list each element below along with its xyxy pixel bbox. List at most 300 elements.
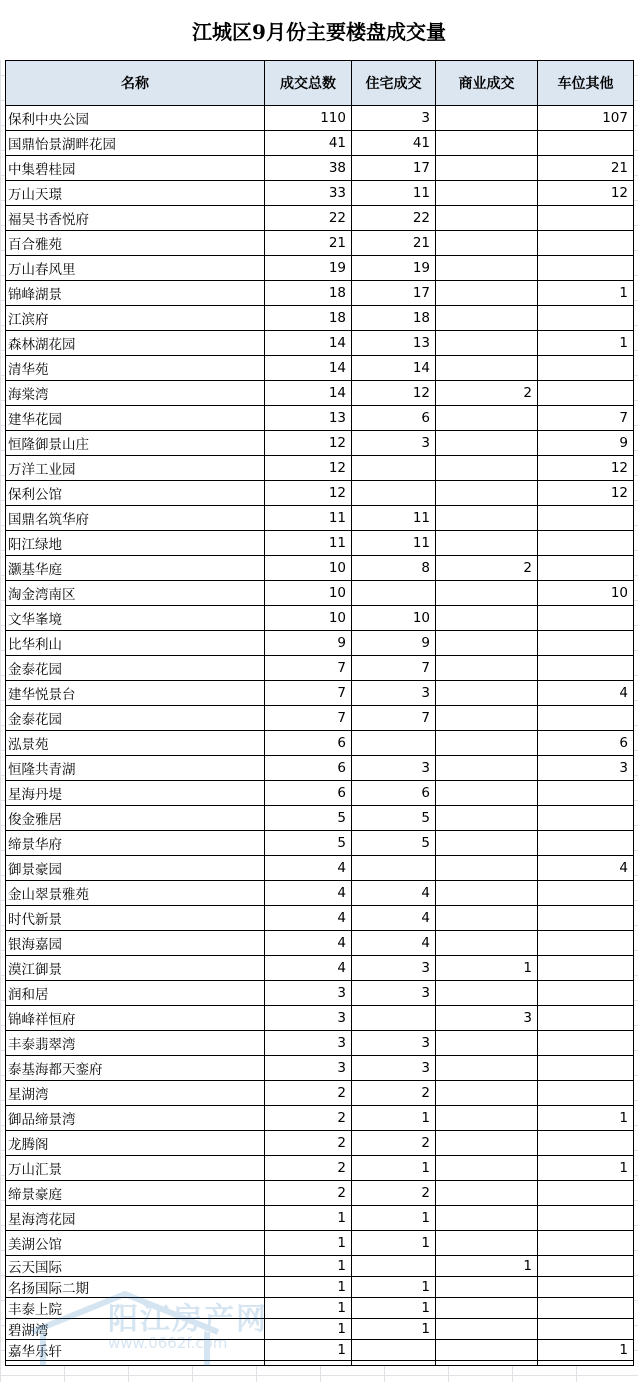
table-row xyxy=(6,981,634,1006)
table-row xyxy=(6,606,634,631)
cell-commercial[interactable] xyxy=(436,1181,538,1206)
cell-name[interactable]: 云天国际 xyxy=(6,1256,265,1277)
cell-total[interactable]: 3 xyxy=(265,1006,352,1031)
cell-name[interactable]: 名扬国际二期 xyxy=(6,1277,265,1298)
cell-name[interactable]: 阳江绿地 xyxy=(6,531,265,556)
cell-residential[interactable]: 14 xyxy=(352,356,436,381)
table-row xyxy=(6,1206,634,1231)
cell-commercial[interactable] xyxy=(436,356,538,381)
cell-total[interactable]: 4 xyxy=(265,906,352,931)
cell-residential[interactable]: 9 xyxy=(352,631,436,656)
cell-commercial[interactable] xyxy=(436,1319,538,1340)
cell-total[interactable]: 1 xyxy=(265,1231,352,1256)
cell-total[interactable]: 2 xyxy=(265,1081,352,1106)
cell-residential[interactable]: 7 xyxy=(352,706,436,731)
cell-parking-other[interactable]: 1 xyxy=(538,1340,634,1361)
cell-total[interactable]: 3 xyxy=(265,1056,352,1081)
cell-total[interactable]: 3 xyxy=(265,1031,352,1056)
table-row xyxy=(6,206,634,231)
cell-residential[interactable]: 41 xyxy=(352,131,436,156)
cell-parking-other[interactable] xyxy=(538,1031,634,1056)
cell-parking-other[interactable]: 21 xyxy=(538,156,634,181)
cell-residential[interactable]: 1 xyxy=(352,1231,436,1256)
cell-parking-other[interactable]: 4 xyxy=(538,681,634,706)
cell-total[interactable]: 11 xyxy=(265,531,352,556)
cell-name[interactable]: 万山春风里 xyxy=(6,256,265,281)
cell-parking-other[interactable] xyxy=(538,381,634,406)
cell-total[interactable]: 19 xyxy=(265,256,352,281)
cell-total[interactable]: 2 xyxy=(265,1106,352,1131)
cell-total[interactable]: 4 xyxy=(265,931,352,956)
cell-parking-other[interactable] xyxy=(538,206,634,231)
table-row xyxy=(6,131,634,156)
cell-name[interactable]: 清华苑 xyxy=(6,356,265,381)
cell-residential[interactable] xyxy=(352,1340,436,1361)
table-row xyxy=(6,356,634,381)
cell-residential[interactable] xyxy=(352,731,436,756)
cell-commercial[interactable] xyxy=(436,281,538,306)
cell-parking-other[interactable] xyxy=(538,981,634,1006)
cell-parking-other[interactable] xyxy=(538,1181,634,1206)
cell-commercial[interactable] xyxy=(436,606,538,631)
cell-commercial[interactable] xyxy=(436,1031,538,1056)
cell-residential[interactable]: 4 xyxy=(352,881,436,906)
table-row xyxy=(6,556,634,581)
cell-residential[interactable]: 3 xyxy=(352,681,436,706)
cell-commercial[interactable] xyxy=(436,531,538,556)
cell-parking-other[interactable] xyxy=(538,506,634,531)
cell-name[interactable]: 保利中央公园 xyxy=(6,106,265,131)
cell-total[interactable]: 1 xyxy=(265,1256,352,1277)
cell-commercial[interactable] xyxy=(436,981,538,1006)
transactions-table xyxy=(5,60,634,1366)
cell-total[interactable]: 7 xyxy=(265,706,352,731)
cell-total[interactable]: 5 xyxy=(265,831,352,856)
cell-name[interactable]: 福昊书香悦府 xyxy=(6,206,265,231)
cell-commercial[interactable] xyxy=(436,456,538,481)
cell-commercial[interactable] xyxy=(436,1340,538,1361)
cell-total[interactable]: 21 xyxy=(265,231,352,256)
cell-commercial[interactable] xyxy=(436,781,538,806)
cell-name[interactable]: 万山天璟 xyxy=(6,181,265,206)
cell-residential[interactable]: 3 xyxy=(352,431,436,456)
cell-total[interactable]: 6 xyxy=(265,731,352,756)
cell-name[interactable]: 星海丹堤 xyxy=(6,781,265,806)
cell-parking-other[interactable] xyxy=(538,806,634,831)
cell-total[interactable]: 4 xyxy=(265,956,352,981)
cell-commercial[interactable] xyxy=(436,831,538,856)
cell-residential[interactable]: 1 xyxy=(352,1277,436,1298)
cell-commercial[interactable] xyxy=(436,931,538,956)
cell-residential[interactable] xyxy=(352,856,436,881)
table-row xyxy=(6,1081,634,1106)
cell-residential[interactable] xyxy=(352,1256,436,1277)
cell-commercial[interactable] xyxy=(436,1056,538,1081)
cell-commercial[interactable] xyxy=(436,131,538,156)
cell-name[interactable]: 中集碧桂园 xyxy=(6,156,265,181)
cell-total[interactable]: 13 xyxy=(265,406,352,431)
cell-name[interactable]: 建华悦景台 xyxy=(6,681,265,706)
cell-total[interactable]: 2 xyxy=(265,1131,352,1156)
cell-name[interactable]: 星海湾花园 xyxy=(6,1206,265,1231)
cell-residential[interactable]: 5 xyxy=(352,806,436,831)
cell-name[interactable]: 碧湖湾 xyxy=(6,1319,265,1340)
empty-cell xyxy=(265,1361,352,1366)
cell-parking-other[interactable]: 6 xyxy=(538,731,634,756)
cell-residential[interactable]: 3 xyxy=(352,106,436,131)
cell-total[interactable]: 5 xyxy=(265,806,352,831)
cell-commercial[interactable] xyxy=(436,581,538,606)
cell-parking-other[interactable] xyxy=(538,1256,634,1277)
cell-residential[interactable]: 17 xyxy=(352,156,436,181)
cell-parking-other[interactable] xyxy=(538,956,634,981)
cell-residential[interactable]: 11 xyxy=(352,531,436,556)
cell-total[interactable]: 4 xyxy=(265,881,352,906)
cell-name[interactable]: 金山翠景雅苑 xyxy=(6,881,265,906)
cell-residential[interactable]: 4 xyxy=(352,906,436,931)
cell-name[interactable]: 金泰花园 xyxy=(6,656,265,681)
cell-residential[interactable]: 11 xyxy=(352,181,436,206)
cell-parking-other[interactable] xyxy=(538,231,634,256)
cell-name[interactable]: 海棠湾 xyxy=(6,381,265,406)
cell-parking-other[interactable]: 12 xyxy=(538,481,634,506)
cell-total[interactable]: 1 xyxy=(265,1206,352,1231)
cell-parking-other[interactable] xyxy=(538,931,634,956)
cell-parking-other[interactable] xyxy=(538,906,634,931)
cell-residential[interactable] xyxy=(352,481,436,506)
cell-parking-other[interactable] xyxy=(538,356,634,381)
cell-residential[interactable]: 10 xyxy=(352,606,436,631)
cell-commercial[interactable] xyxy=(436,231,538,256)
cell-name[interactable]: 俊金雅居 xyxy=(6,806,265,831)
cell-total[interactable]: 4 xyxy=(265,856,352,881)
cell-parking-other[interactable] xyxy=(538,1277,634,1298)
cell-total[interactable]: 9 xyxy=(265,631,352,656)
column-header-parking-other[interactable]: 车位其他 xyxy=(538,61,634,106)
table-row xyxy=(6,406,634,431)
table-row xyxy=(6,1256,634,1277)
column-header-residential[interactable]: 住宅成交 xyxy=(352,61,436,106)
cell-name[interactable]: 恒隆御景山庄 xyxy=(6,431,265,456)
cell-name[interactable]: 比华利山 xyxy=(6,631,265,656)
cell-name[interactable]: 江滨府 xyxy=(6,306,265,331)
cell-total[interactable]: 2 xyxy=(265,1156,352,1181)
cell-parking-other[interactable] xyxy=(538,781,634,806)
table-row xyxy=(6,456,634,481)
cell-total[interactable]: 14 xyxy=(265,381,352,406)
cell-residential[interactable]: 3 xyxy=(352,956,436,981)
cell-parking-other[interactable] xyxy=(538,706,634,731)
cell-residential[interactable]: 3 xyxy=(352,1031,436,1056)
cell-parking-other[interactable] xyxy=(538,1081,634,1106)
cell-parking-other[interactable] xyxy=(538,1006,634,1031)
cell-total[interactable]: 11 xyxy=(265,506,352,531)
cell-name[interactable]: 建华花园 xyxy=(6,406,265,431)
cell-parking-other[interactable] xyxy=(538,656,634,681)
cell-commercial[interactable] xyxy=(436,331,538,356)
cell-name[interactable]: 星湖湾 xyxy=(6,1081,265,1106)
cell-residential[interactable]: 8 xyxy=(352,556,436,581)
cell-name[interactable]: 锦峰祥恒府 xyxy=(6,1006,265,1031)
cell-total[interactable]: 6 xyxy=(265,756,352,781)
cell-name[interactable]: 万洋工业园 xyxy=(6,456,265,481)
cell-parking-other[interactable] xyxy=(538,1319,634,1340)
cell-total[interactable]: 10 xyxy=(265,556,352,581)
cell-residential[interactable]: 18 xyxy=(352,306,436,331)
table-row xyxy=(6,1298,634,1319)
cell-residential[interactable] xyxy=(352,456,436,481)
cell-commercial[interactable]: 1 xyxy=(436,956,538,981)
cell-name[interactable]: 百合雅苑 xyxy=(6,231,265,256)
cell-name[interactable]: 泰基海都天銮府 xyxy=(6,1056,265,1081)
cell-commercial[interactable] xyxy=(436,856,538,881)
cell-commercial[interactable] xyxy=(436,1106,538,1131)
cell-residential[interactable]: 4 xyxy=(352,931,436,956)
cell-total[interactable]: 41 xyxy=(265,131,352,156)
cell-total[interactable]: 12 xyxy=(265,456,352,481)
cell-total[interactable]: 12 xyxy=(265,481,352,506)
cell-commercial[interactable] xyxy=(436,681,538,706)
cell-residential[interactable]: 2 xyxy=(352,1181,436,1206)
cell-commercial[interactable] xyxy=(436,206,538,231)
cell-parking-other[interactable]: 12 xyxy=(538,456,634,481)
cell-residential[interactable]: 3 xyxy=(352,1056,436,1081)
cell-total[interactable]: 22 xyxy=(265,206,352,231)
cell-name[interactable]: 金泰花园 xyxy=(6,706,265,731)
cell-commercial[interactable] xyxy=(436,306,538,331)
cell-parking-other[interactable] xyxy=(538,1298,634,1319)
empty-cell xyxy=(6,1361,265,1366)
table-row xyxy=(6,656,634,681)
cell-total[interactable]: 10 xyxy=(265,606,352,631)
table-row xyxy=(6,731,634,756)
cell-parking-other[interactable] xyxy=(538,256,634,281)
cell-residential[interactable]: 6 xyxy=(352,781,436,806)
cell-commercial[interactable] xyxy=(436,156,538,181)
cell-name[interactable]: 漠江御景 xyxy=(6,956,265,981)
cell-total[interactable]: 110 xyxy=(265,106,352,131)
cell-residential[interactable]: 21 xyxy=(352,231,436,256)
cell-residential[interactable]: 2 xyxy=(352,1081,436,1106)
cell-name[interactable]: 国鼎怡景湖畔花园 xyxy=(6,131,265,156)
cell-commercial[interactable] xyxy=(436,906,538,931)
cell-residential[interactable]: 3 xyxy=(352,981,436,1006)
table-row xyxy=(6,906,634,931)
cell-name[interactable]: 万山汇景 xyxy=(6,1156,265,1181)
cell-residential[interactable]: 3 xyxy=(352,756,436,781)
cell-parking-other[interactable] xyxy=(538,606,634,631)
cell-residential[interactable]: 13 xyxy=(352,331,436,356)
cell-commercial[interactable] xyxy=(436,706,538,731)
cell-residential[interactable]: 19 xyxy=(352,256,436,281)
header-row xyxy=(6,61,634,106)
table-row xyxy=(6,756,634,781)
cell-total[interactable]: 33 xyxy=(265,181,352,206)
cell-total[interactable]: 1 xyxy=(265,1277,352,1298)
cell-name[interactable]: 缔景华府 xyxy=(6,831,265,856)
table-row xyxy=(6,806,634,831)
table-tail-row xyxy=(6,1361,634,1366)
cell-name[interactable]: 御景豪园 xyxy=(6,856,265,881)
cell-name[interactable]: 丰泰上院 xyxy=(6,1298,265,1319)
cell-commercial[interactable] xyxy=(436,806,538,831)
cell-total[interactable]: 18 xyxy=(265,281,352,306)
table-row xyxy=(6,506,634,531)
column-header-total[interactable]: 成交总数 xyxy=(265,61,352,106)
cell-residential[interactable] xyxy=(352,1006,436,1031)
cell-commercial[interactable] xyxy=(436,256,538,281)
cell-commercial[interactable] xyxy=(436,656,538,681)
table-row xyxy=(6,1319,634,1340)
cell-parking-other[interactable] xyxy=(538,531,634,556)
cell-commercial[interactable] xyxy=(436,406,538,431)
table-row xyxy=(6,1106,634,1131)
cell-residential[interactable]: 11 xyxy=(352,506,436,531)
table-row xyxy=(6,381,634,406)
cell-parking-other[interactable] xyxy=(538,831,634,856)
cell-commercial[interactable] xyxy=(436,881,538,906)
cell-parking-other[interactable]: 4 xyxy=(538,856,634,881)
cell-total[interactable]: 1 xyxy=(265,1298,352,1319)
cell-residential[interactable]: 1 xyxy=(352,1319,436,1340)
cell-parking-other[interactable] xyxy=(538,556,634,581)
cell-parking-other[interactable] xyxy=(538,1056,634,1081)
table-row xyxy=(6,181,634,206)
empty-cell xyxy=(538,1361,634,1366)
cell-name[interactable]: 灏基华庭 xyxy=(6,556,265,581)
cell-name[interactable]: 淘金湾南区 xyxy=(6,581,265,606)
cell-name[interactable]: 保利公馆 xyxy=(6,481,265,506)
cell-total[interactable]: 7 xyxy=(265,681,352,706)
page-title: 江城区9月份主要楼盘成交量 xyxy=(0,0,638,60)
cell-total[interactable]: 18 xyxy=(265,306,352,331)
cell-residential[interactable]: 6 xyxy=(352,406,436,431)
table-row xyxy=(6,681,634,706)
cell-commercial[interactable]: 2 xyxy=(436,381,538,406)
cell-total[interactable]: 3 xyxy=(265,981,352,1006)
cell-name[interactable]: 银海嘉园 xyxy=(6,931,265,956)
cell-parking-other[interactable] xyxy=(538,631,634,656)
cell-commercial[interactable]: 3 xyxy=(436,1006,538,1031)
cell-residential[interactable] xyxy=(352,581,436,606)
cell-name[interactable]: 锦峰湖景 xyxy=(6,281,265,306)
cell-name[interactable]: 缔景豪庭 xyxy=(6,1181,265,1206)
table-row xyxy=(6,1006,634,1031)
cell-parking-other[interactable]: 1 xyxy=(538,281,634,306)
cell-total[interactable]: 14 xyxy=(265,331,352,356)
cell-parking-other[interactable]: 12 xyxy=(538,181,634,206)
cell-commercial[interactable]: 1 xyxy=(436,1256,538,1277)
cell-name[interactable]: 丰泰翡翠湾 xyxy=(6,1031,265,1056)
table-row xyxy=(6,1031,634,1056)
table-row xyxy=(6,106,634,131)
cell-commercial[interactable] xyxy=(436,1206,538,1231)
cell-commercial[interactable] xyxy=(436,731,538,756)
cell-parking-other[interactable]: 9 xyxy=(538,431,634,456)
cell-name[interactable]: 恒隆共青湖 xyxy=(6,756,265,781)
cell-residential[interactable]: 1 xyxy=(352,1106,436,1131)
cell-residential[interactable]: 22 xyxy=(352,206,436,231)
cell-commercial[interactable] xyxy=(436,181,538,206)
cell-parking-other[interactable] xyxy=(538,1206,634,1231)
cell-residential[interactable]: 2 xyxy=(352,1131,436,1156)
cell-commercial[interactable] xyxy=(436,431,538,456)
cell-total[interactable]: 1 xyxy=(265,1340,352,1361)
cell-parking-other[interactable]: 1 xyxy=(538,1106,634,1131)
table-row xyxy=(6,156,634,181)
cell-total[interactable]: 10 xyxy=(265,581,352,606)
cell-residential[interactable]: 7 xyxy=(352,656,436,681)
cell-parking-other[interactable] xyxy=(538,881,634,906)
cell-name[interactable]: 美湖公馆 xyxy=(6,1231,265,1256)
table-row xyxy=(6,1181,634,1206)
cell-name[interactable]: 泓景苑 xyxy=(6,731,265,756)
cell-residential[interactable]: 1 xyxy=(352,1206,436,1231)
cell-parking-other[interactable]: 3 xyxy=(538,756,634,781)
table-row xyxy=(6,856,634,881)
table-row xyxy=(6,956,634,981)
cell-commercial[interactable] xyxy=(436,1231,538,1256)
column-header-commercial[interactable]: 商业成交 xyxy=(436,61,538,106)
cell-commercial[interactable] xyxy=(436,506,538,531)
cell-residential[interactable]: 1 xyxy=(352,1298,436,1319)
cell-residential[interactable]: 17 xyxy=(352,281,436,306)
cell-name[interactable]: 龙腾阁 xyxy=(6,1131,265,1156)
cell-commercial[interactable] xyxy=(436,1131,538,1156)
cell-name[interactable]: 润和居 xyxy=(6,981,265,1006)
cell-name[interactable]: 文华峯境 xyxy=(6,606,265,631)
cell-total[interactable]: 6 xyxy=(265,781,352,806)
cell-parking-other[interactable]: 10 xyxy=(538,581,634,606)
cell-parking-other[interactable]: 1 xyxy=(538,1156,634,1181)
cell-commercial[interactable] xyxy=(436,1298,538,1319)
cell-commercial[interactable] xyxy=(436,1156,538,1181)
cell-parking-other[interactable] xyxy=(538,131,634,156)
cell-commercial[interactable] xyxy=(436,631,538,656)
cell-commercial[interactable] xyxy=(436,756,538,781)
cell-parking-other[interactable]: 107 xyxy=(538,106,634,131)
cell-commercial[interactable]: 2 xyxy=(436,556,538,581)
cell-parking-other[interactable]: 7 xyxy=(538,406,634,431)
cell-parking-other[interactable] xyxy=(538,306,634,331)
cell-total[interactable]: 7 xyxy=(265,656,352,681)
cell-parking-other[interactable] xyxy=(538,1131,634,1156)
column-header-name[interactable]: 名称 xyxy=(6,61,265,106)
cell-total[interactable]: 38 xyxy=(265,156,352,181)
empty-cell xyxy=(436,1361,538,1366)
cell-residential[interactable]: 12 xyxy=(352,381,436,406)
cell-name[interactable]: 嘉华乐轩 xyxy=(6,1340,265,1361)
table-row xyxy=(6,306,634,331)
cell-total[interactable]: 12 xyxy=(265,431,352,456)
cell-parking-other[interactable]: 1 xyxy=(538,331,634,356)
cell-total[interactable]: 14 xyxy=(265,356,352,381)
cell-name[interactable]: 国鼎名筑华府 xyxy=(6,506,265,531)
cell-name[interactable]: 时代新景 xyxy=(6,906,265,931)
cell-name[interactable]: 森林湖花园 xyxy=(6,331,265,356)
cell-commercial[interactable] xyxy=(436,106,538,131)
cell-total[interactable]: 2 xyxy=(265,1181,352,1206)
cell-commercial[interactable] xyxy=(436,1277,538,1298)
cell-residential[interactable]: 5 xyxy=(352,831,436,856)
cell-total[interactable]: 1 xyxy=(265,1319,352,1340)
cell-residential[interactable]: 1 xyxy=(352,1156,436,1181)
table-row xyxy=(6,706,634,731)
cell-commercial[interactable] xyxy=(436,481,538,506)
cell-name[interactable]: 御品缔景湾 xyxy=(6,1106,265,1131)
cell-commercial[interactable] xyxy=(436,1081,538,1106)
cell-parking-other[interactable] xyxy=(538,1231,634,1256)
